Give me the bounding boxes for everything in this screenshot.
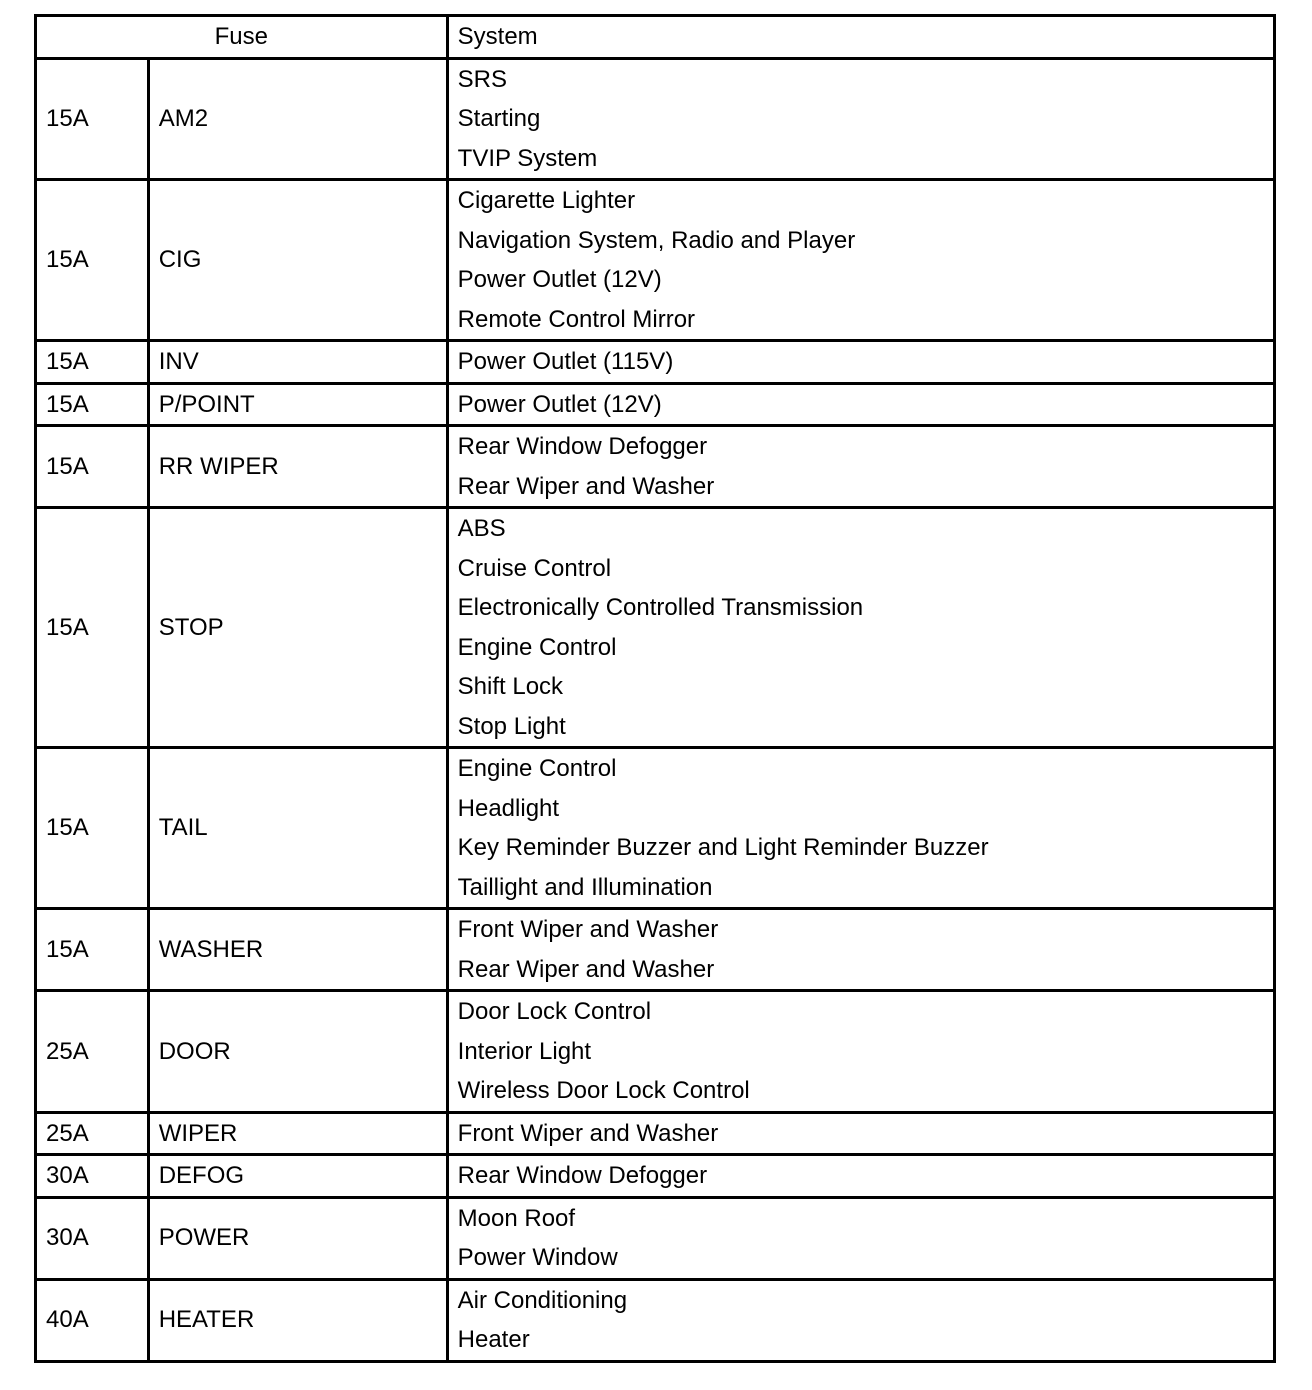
system-item: Electronically Controlled Transmission [457, 594, 864, 621]
fuse-column-header: Fuse [36, 16, 448, 59]
fuse-systems [447, 1279, 1274, 1361]
fuse-systems [447, 341, 1274, 384]
system-item: Wireless Door Lock Control [457, 1077, 750, 1104]
fuse-amperage: 30A [36, 1155, 149, 1198]
fuse-name: CIG [148, 180, 447, 341]
system-item: Taillight and Illumination [457, 873, 713, 901]
table-row [36, 991, 1275, 1113]
fuse-name: INV [148, 341, 447, 384]
fuse-systems [447, 426, 1274, 508]
table-row [36, 508, 1275, 748]
system-item: Front Wiper and Washer [457, 916, 719, 943]
system-item: Door Lock Control [457, 998, 652, 1025]
fuse-name: STOP [148, 508, 447, 748]
table-row [36, 180, 1275, 341]
fuse-systems [447, 991, 1274, 1113]
table-row [36, 1279, 1275, 1361]
fuse-amperage: 15A [36, 748, 149, 909]
system-item: Headlight [457, 794, 560, 822]
table-row [36, 1155, 1275, 1198]
fuse-table-body [36, 58, 1275, 1361]
system-item: Power Window [457, 1244, 618, 1271]
system-item: ABS [457, 515, 506, 542]
system-item: Starting [457, 105, 541, 132]
table-row [36, 426, 1275, 508]
system-item: Power Outlet (12V) [457, 266, 662, 293]
table-row [36, 1112, 1275, 1155]
system-item: Rear Window Defogger [457, 433, 708, 460]
fuse-name: AM2 [148, 58, 447, 180]
system-item: Moon Roof [457, 1204, 576, 1232]
system-item: Stop Light [457, 712, 566, 740]
fuse-name: WASHER [148, 909, 447, 991]
fuse-name: HEATER [148, 1279, 447, 1361]
system-item: Key Reminder Buzzer and Light Reminder Buzzer [457, 834, 989, 861]
fuse-name: P/POINT [148, 383, 447, 426]
header-row [36, 16, 1275, 59]
fuse-systems [447, 1112, 1274, 1155]
system-item: Shift Lock [457, 673, 564, 700]
system-column-header: System [447, 16, 1274, 59]
table-row [36, 341, 1275, 384]
table-row [36, 383, 1275, 426]
system-item: Engine Control [457, 755, 617, 782]
fuse-amperage: 15A [36, 180, 149, 341]
fuse-amperage: 25A [36, 1112, 149, 1155]
fuse-amperage: 15A [36, 426, 149, 508]
table-row [36, 909, 1275, 991]
system-item: Engine Control [457, 633, 617, 661]
fuse-amperage: 40A [36, 1279, 149, 1361]
fuse-amperage: 15A [36, 909, 149, 991]
system-item: Front Wiper and Washer [457, 1119, 719, 1147]
system-item: Rear Wiper and Washer [457, 472, 715, 500]
table-row [36, 1197, 1275, 1279]
fuse-systems [447, 58, 1274, 180]
fuse-name: DEFOG [148, 1155, 447, 1198]
fuse-table [34, 14, 1276, 1363]
fuse-name: RR WIPER [148, 426, 447, 508]
fuse-name: POWER [148, 1197, 447, 1279]
system-item: Interior Light [457, 1037, 592, 1065]
system-item: Air Conditioning [457, 1286, 628, 1314]
system-item: Cruise Control [457, 554, 612, 582]
system-item: Heater [457, 1326, 530, 1353]
fuse-amperage: 25A [36, 991, 149, 1113]
system-item: TVIP System [457, 144, 598, 172]
fuse-systems [447, 1155, 1274, 1198]
fuse-amperage: 15A [36, 383, 149, 426]
fuse-amperage: 30A [36, 1197, 149, 1279]
fuse-systems [447, 909, 1274, 991]
fuse-name: DOOR [148, 991, 447, 1113]
system-item: Remote Control Mirror [457, 305, 696, 333]
system-item: Power Outlet (115V) [457, 348, 674, 375]
fuse-systems [447, 508, 1274, 748]
table-row [36, 58, 1275, 180]
fuse-systems [447, 1197, 1274, 1279]
system-item: Rear Window Defogger [457, 1162, 708, 1189]
fuse-amperage: 15A [36, 58, 149, 180]
fuse-amperage: 15A [36, 508, 149, 748]
fuse-name: WIPER [148, 1112, 447, 1155]
fuse-systems [447, 180, 1274, 341]
system-item: Power Outlet (12V) [457, 390, 662, 418]
system-item: Navigation System, Radio and Player [457, 226, 856, 254]
system-item: SRS [457, 65, 508, 93]
fuse-name: TAIL [148, 748, 447, 909]
fuse-amperage: 15A [36, 341, 149, 384]
fuse-systems [447, 748, 1274, 909]
system-item: Rear Wiper and Washer [457, 955, 715, 983]
fuse-systems [447, 383, 1274, 426]
system-item: Cigarette Lighter [457, 187, 636, 214]
table-row [36, 748, 1275, 909]
